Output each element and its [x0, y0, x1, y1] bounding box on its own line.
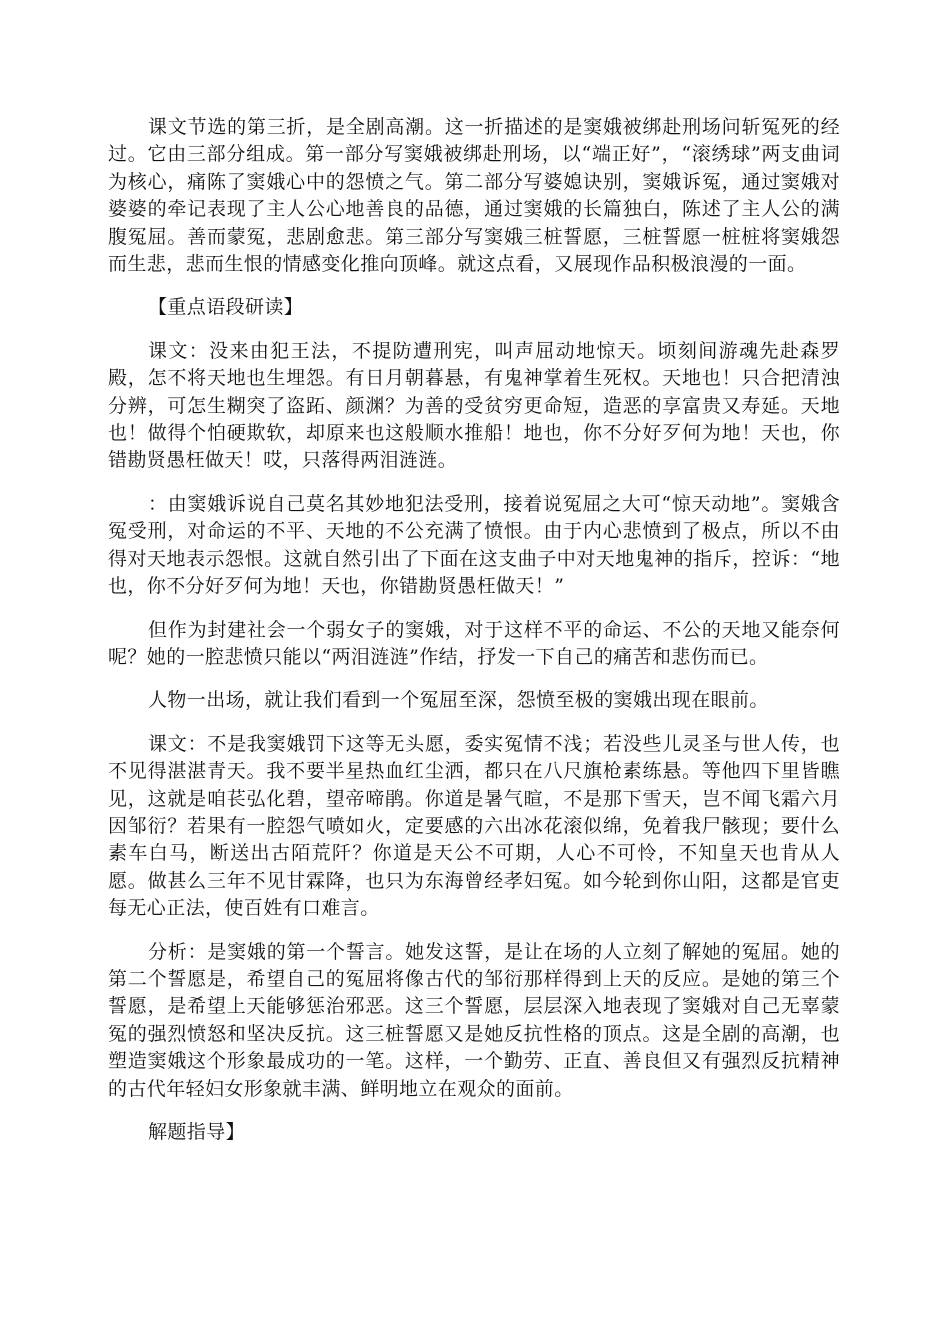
- analysis-paragraph-2: 但作为封建社会一个弱女子的窦娥，对于这样不平的命运、不公的天地又能奈何呢？她的一腔悲愤只能以“两泪涟涟”作结，抒发一下自己的痛苦和悲伤而已。: [108, 618, 840, 668]
- analysis-paragraph-1: ：由窦娥诉说自己莫名其妙地犯法受刑，接着说冤屈之大可“惊天动地”。窦娥含冤受刑，对命运的不平、天地的不公充满了愤恨。由于内心悲愤到了极点，所以不由得对天地表示怨恨。这就自然引出了下面在这支曲子中对天地鬼神的指斥，控诉：“地也，你不分好歹何为地！天也，你错勘贤愚枉做天！”: [108, 492, 840, 598]
- section-heading-guidance: 解题指导】: [148, 1121, 246, 1143]
- document-page: [108, 114, 840, 1146]
- analysis-paragraph-4: 分析：是窦娥的第一个誓言。她发这誓，是让在场的人立刻了解她的冤屈。她的第二个誓愿是，希望自己的冤屈将像古代的邹衍那样得到上天的反应。是她的第三个誓愿，是希望上天能够惩治邪恶。这三个誓愿，层层深入地表现了窦娥对自己无辜蒙冤的强烈愤怒和坚决反抗。这三桩誓愿又是她反抗性格的顶点。这是全剧的高潮，也塑造窦娥这个形象最成功的一笔。这样，一个勤劳、正直、善良但又有强烈反抗精神的古代年轻妇女形象就丰满、鲜明地立在观众的面前。: [108, 940, 840, 1100]
- analysis-paragraph-3: 人物一出场，就让我们看到一个冤屈至深，怨愤至极的窦娥出现在眼前。: [148, 689, 769, 712]
- intro-paragraph: 课文节选的第三折，是全剧高潮。这一折描述的是窦娥被绑赴刑场问斩冤死的经过。它由三部分组成。第一部分写窦娥被绑赴刑场，以“端正好”，“滚绣球”两支曲词为核心，痛陈了窦娥心中的怨愤之气。第二部分写婆媳诀别，窦娥诉冤，通过窦娥对婆婆的牵记表现了主人公心地善良的品德，通过窦娥的长篇独白，陈述了主人公的满腹冤屈。善而蒙冤，悲剧愈悲。第三部分写窦娥三桩誓愿，三桩誓愿一桩桩将窦娥怨而生悲，悲而生恨的情感变化推向顶峰。就这点看，又展现作品积极浪漫的一面。: [108, 116, 840, 276]
- section-heading-key-passages: 【重点语段研读】: [148, 296, 304, 319]
- text-passage-1: 课文：没来由犯王法，不提防遭刑宪，叫声屈动地惊天。顷刻间游魂先赴森罗殿，怎不将天地也生埋怨。有日月朝暮悬，有鬼神掌着生死权。天地也！只合把清浊分辨，可怎生糊突了盗跖、颜渊？为善的受贫穷更命短，造恶的享富贵又寿延。天地也！做得个怕硬欺软，却原来也这般顺水推船！地也，你不分好歹何为地！天也，你错勘贤愚枉做天！哎，只落得两泪涟涟。: [108, 339, 840, 472]
- text-passage-2: 课文：不是我窦娥罚下这等无头愿，委实冤情不浅；若没些儿灵圣与世人传，也不见得湛湛青天。我不要半星热血红尘洒，都只在八尺旗枪素练悬。等他四下里皆瞧见，这就是咱苌弘化碧，望帝啼鹃。你道是暑气暄，不是那下雪天，岂不闻飞霜六月因邹衍？若果有一腔怨气喷如火，定要感的六出冰花滚似绵，免着我尸骸现；要什么素车白马，断送出古陌荒阡？你道是天公不可期，人心不可怜，不知皇天也肯从人愿。做甚么三年不见甘霖降，也只为东海曾经孝妇冤。如今轮到你山阳，这都是官吏每无心正法，使百姓有口难言。: [108, 732, 840, 920]
